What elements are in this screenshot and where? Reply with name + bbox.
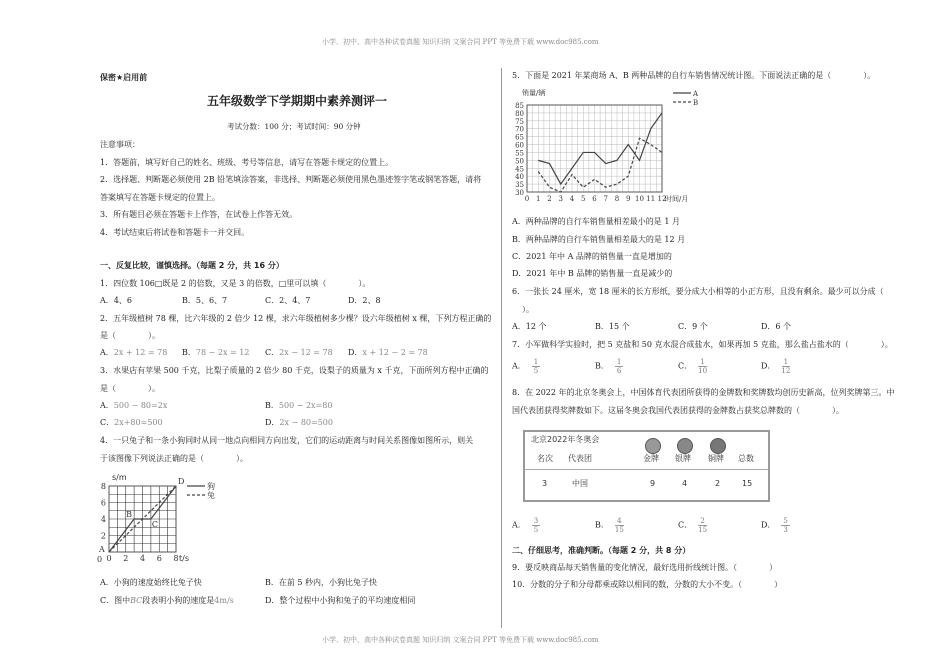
question-4-cont: 于该图像下列说法正确的是（ ）。	[100, 454, 248, 463]
option-a	[512, 358, 540, 375]
option-label: A．	[100, 401, 114, 410]
x-tick-label: 8	[614, 195, 620, 203]
question-1: 1．四位数 106□既是 2 的倍数，又是 3 的倍数，□里可以填（ ）。	[100, 279, 371, 288]
question-6-cont: ）。	[522, 305, 534, 314]
y-tick-label: 6	[100, 498, 106, 508]
page-header: 小学、初中、高中各种试卷真题 知识归纳 文案合同 PPT 等免费下载 www.doc985.com	[322, 38, 599, 46]
confidential-label: 保密★启用前	[100, 73, 148, 82]
option-a	[512, 517, 540, 534]
option-a: A．两种品牌的自行车销售量相差最小的是 1 月	[512, 217, 680, 226]
denominator: 5	[533, 526, 539, 534]
fraction	[532, 517, 540, 534]
option-label: D．	[348, 348, 363, 357]
option-c: C．2、4、7	[265, 296, 311, 305]
x-tick-label: 8	[173, 554, 179, 563]
question-9: 9．要反映商品每天销售量的变化情况，最好选用折线统计图。（ ）	[512, 563, 778, 572]
question-8-cont: 国代表团获得奖牌数如下。这届冬奥会我国代表团获得的金牌数占获奖总牌数的（ ）。	[512, 406, 844, 415]
cell-silver: 4	[682, 479, 688, 488]
column-divider	[501, 68, 502, 628]
formula: 2x − 12 = 78	[279, 348, 333, 357]
denominator: 12	[781, 367, 791, 375]
option-a: A．4、6	[100, 296, 132, 305]
option-label: D．	[761, 520, 776, 530]
question-10: 10．分数的分子和分母都乘或除以相同的数，分数的大小不变。（ ）	[512, 580, 783, 589]
fraction	[698, 358, 707, 375]
col-header: 银牌	[675, 454, 691, 463]
numerator: 4	[617, 517, 622, 525]
x-tick-label: 2	[123, 554, 129, 563]
col-header: 铜牌	[708, 454, 724, 463]
x-axis-label: t/s	[179, 554, 189, 563]
formula: 78 − 2x = 12	[195, 348, 250, 357]
option-c	[678, 517, 707, 534]
numerator: 3	[533, 517, 539, 525]
point-label: D	[178, 477, 185, 486]
point-label: C	[151, 520, 158, 529]
question-2: 2．五年级植树 78 棵，比六年级的 2 倍少 12 棵，求六年级植树多少棵？设六年级植树 x 棵，下列方程正确的	[100, 314, 492, 323]
numerator: 5	[783, 517, 788, 525]
option-b	[595, 358, 623, 375]
option-d	[348, 348, 428, 358]
option-label: C．图中	[100, 596, 131, 605]
y-axis-label: 销量/辆	[522, 89, 546, 97]
x-tick-label: 0	[106, 554, 112, 563]
formula: 500 − 2x=80	[278, 401, 333, 410]
option-text: 段表明小狗的速度是	[142, 596, 215, 605]
denominator: 6	[616, 367, 622, 375]
option-label: B．	[182, 348, 196, 357]
option-c: C．9 个	[678, 322, 708, 331]
y-tick-label: 8	[100, 482, 106, 491]
y-tick-label: 85	[515, 102, 524, 110]
table-divider	[525, 469, 768, 470]
x-tick-label: 6	[592, 195, 597, 203]
cell-team: 中国	[572, 479, 588, 488]
distance-time-chart	[95, 470, 225, 565]
option-d	[265, 418, 333, 428]
option-a: A．小狗的速度始终比兔子快	[100, 578, 202, 587]
segment-label: BC	[130, 596, 143, 605]
denominator: 10	[698, 367, 708, 375]
x-tick-label: 3	[558, 195, 563, 203]
option-d: D．2、8	[348, 296, 381, 305]
page-title: 五年级数学下学期期中素养测评一	[207, 94, 388, 108]
denominator: 15	[614, 526, 624, 534]
x-tick-label: 0	[524, 195, 530, 203]
denominator: 5	[533, 367, 539, 375]
legend-label: A	[693, 90, 699, 98]
option-b: B．在前 5 秒内，小狗比兔子快	[265, 578, 378, 587]
numerator: 1	[700, 358, 705, 366]
y-tick-label: 2	[100, 531, 106, 541]
option-d: D．整个过程中小狗和兔子的平均速度相同	[265, 596, 416, 605]
option-d: D．6 个	[761, 322, 792, 331]
question-8: 8．在 2022 年的北京冬奥会上，中国体育代表团所获得的金牌数和奖牌数均创历史新高，位列奖牌第三。中	[512, 388, 895, 397]
x-tick-label: 9	[626, 195, 631, 203]
x-tick-label: 7	[603, 195, 608, 203]
y-tick-label: 60	[515, 141, 524, 150]
y-axis-label: s/m	[112, 473, 127, 482]
y-tick-label: 45	[515, 165, 524, 174]
question-6: 6．一张长 24 厘米，宽 18 厘米的长方形纸，要分成大小相等的小正方形，且没有剩余。最少可以分成（	[512, 287, 884, 296]
x-tick-label: 10	[635, 195, 644, 203]
option-c	[100, 596, 234, 606]
denominator: 15	[698, 526, 708, 534]
y-tick-label: 4	[100, 515, 106, 524]
numerator: 1	[533, 358, 539, 366]
option-c	[678, 358, 707, 375]
option-a	[100, 348, 167, 358]
denominator: 3	[783, 526, 788, 534]
x-tick-label: 4	[569, 195, 575, 203]
numerator: 1	[616, 358, 622, 366]
x-tick-label: 11	[646, 195, 656, 203]
option-a: A．12 个	[512, 322, 547, 331]
x-tick-label: 1	[536, 195, 541, 203]
option-label: B．	[265, 401, 279, 410]
point-label: B	[126, 510, 133, 519]
cell-gold: 9	[650, 479, 656, 488]
y-tick-label: 80	[515, 109, 524, 118]
exam-info: 考试分数：100 分；考试时间：90 分钟	[227, 122, 361, 131]
sales-line-chart	[505, 86, 720, 206]
bronze-medal-icon	[710, 438, 726, 454]
option-c: C．2021 年中 A 品牌的销售量一直是增加的	[512, 252, 672, 261]
fraction	[615, 358, 623, 375]
question-2-cont: 是（ ）。	[100, 331, 160, 340]
section-heading: 二、仔细思考，准确判断。（每题 2 分，共 8 分）	[512, 546, 691, 555]
speed-value: 4m/s	[214, 596, 234, 605]
option-label: C．	[100, 418, 115, 427]
option-d: D．2021 年中 B 品牌的销售量一直是减少的	[512, 269, 673, 278]
fraction	[781, 358, 790, 375]
fraction	[532, 358, 540, 375]
formula: x + 12 − 2 = 78	[362, 348, 428, 357]
note-item: 答案填写在答题卡规定的位置上。	[100, 193, 220, 202]
point-label: A	[99, 545, 105, 554]
col-header: 总数	[738, 454, 754, 463]
y-tick-label: 35	[515, 181, 524, 190]
fraction	[615, 517, 624, 534]
y-tick-label: 40	[515, 173, 524, 182]
formula: 2x + 12 = 78	[113, 348, 168, 357]
medal-table	[523, 430, 770, 502]
option-label: D．	[761, 361, 776, 371]
y-tick-label: 75	[515, 117, 524, 126]
silver-medal-icon	[677, 438, 693, 454]
legend-label: 狗	[207, 482, 215, 491]
x-tick-label: 4	[139, 554, 146, 563]
x-tick-label: 12	[657, 195, 667, 203]
y-tick-label: 65	[515, 133, 524, 142]
section-heading: 一、反复比较，谨慎选择。（每题 2 分，共 16 分）	[100, 261, 284, 270]
option-label: A．	[512, 361, 526, 371]
option-label: D．	[265, 418, 280, 427]
formula: 500 − 80=2x	[113, 401, 168, 410]
table-title: 北京2022年冬奥会	[531, 435, 600, 444]
fraction	[781, 517, 789, 534]
option-d	[761, 517, 790, 534]
col-header: 金牌	[643, 454, 659, 463]
question-3: 3．水果店有苹果 500 千克，比梨子质量的 2 倍少 80 千克，设梨子的质量为 x 千克，下面所列方程中正确的	[100, 366, 489, 375]
cell-total: 15	[742, 479, 753, 488]
numerator: 1	[783, 358, 789, 366]
cell-rank: 3	[542, 479, 548, 488]
numerator: 2	[700, 517, 705, 525]
option-b	[182, 348, 249, 358]
option-c	[265, 348, 333, 358]
option-b: B．两种品牌的自行车销售量相差最大的是 12 月	[512, 235, 686, 244]
option-label: C．	[678, 361, 693, 371]
notes-title: 注意事项：	[100, 140, 140, 149]
x-axis-label: 时间/月	[665, 195, 689, 203]
option-label: B．	[595, 361, 609, 371]
question-4: 4．一只兔子和一条小狗同时从同一地点向相同方向出发，它们的运动距离与时间关系图像如图所示，则关	[100, 436, 474, 445]
formula: 2x − 80=500	[279, 418, 333, 427]
option-b	[595, 517, 624, 534]
option-label: B．	[595, 520, 609, 530]
option-a	[100, 401, 167, 411]
origin-label: 0	[97, 555, 103, 564]
option-label: A．	[100, 348, 114, 357]
x-tick-label: 2	[547, 195, 552, 203]
note-item: 3．所有题目必须在答题卡上作答，在试卷上作答无效。	[100, 210, 298, 219]
y-tick-label: 50	[515, 157, 524, 166]
gold-medal-icon	[645, 438, 661, 454]
x-tick-label: 6	[156, 554, 162, 563]
y-tick-label: 55	[515, 149, 524, 158]
y-tick-label: 70	[515, 125, 524, 134]
option-b	[265, 401, 332, 411]
col-header: 代表团	[568, 454, 592, 463]
option-d	[761, 358, 790, 375]
legend-label: B	[693, 99, 699, 107]
cell-bronze: 2	[715, 479, 721, 488]
y-tick-label: 30	[515, 189, 524, 197]
note-item: 1．答题前，填写好自己的姓名、班级、考号等信息，请写在答题卡规定的位置上。	[100, 158, 394, 167]
option-label: C．	[265, 348, 280, 357]
note-item: 2．选择题、判断题必须使用 2B 铅笔填涂答案，非选择、判断题必须使用黑色墨迹签字笔或钢笔答题，请将	[100, 175, 482, 184]
note-item: 4．考试结束后将试卷和答题卡一并交回。	[100, 228, 250, 237]
option-b: B．5、6、7	[182, 296, 228, 305]
page-footer: 小学、初中、高中各种试卷真题 知识归纳 文案合同 PPT 等免费下载 www.doc985.com	[322, 636, 599, 644]
col-header: 名次	[537, 454, 553, 463]
option-b: B．15 个	[595, 322, 630, 331]
fraction	[698, 517, 707, 534]
option-c	[100, 418, 163, 428]
question-5: 5．下面是 2021 年某商场 A、B 两种品牌的自行车销售情况统计图。下面说法正确的是（ ）。	[512, 71, 876, 80]
option-label: A．	[512, 520, 526, 530]
option-label: C．	[678, 520, 693, 530]
legend-label: 兔	[207, 491, 215, 500]
question-7: 7．小军做科学实验时，把 5 克盐和 50 克水混合成盐水，如果再加 5 克盐，那么盐占盐水的（ ）。	[512, 340, 893, 349]
question-3-cont: 是（ ）。	[100, 384, 160, 393]
formula: 2x+80=500	[114, 418, 163, 427]
x-tick-label: 5	[581, 195, 586, 203]
